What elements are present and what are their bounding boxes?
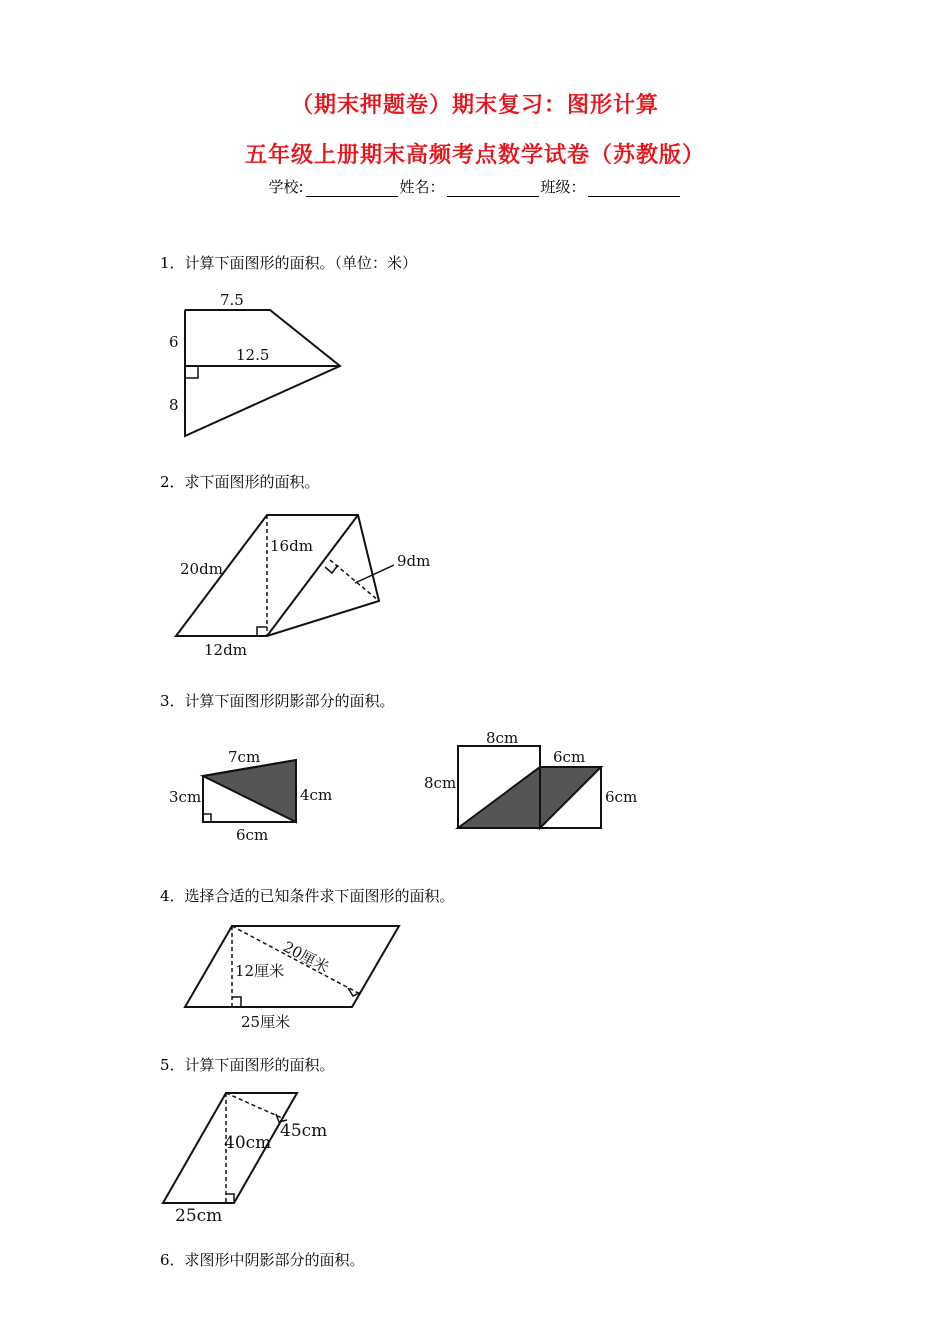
fig4-label-height: 12厘米 (235, 962, 285, 980)
fig3a-label-left: 3cm (169, 788, 202, 806)
fig4-parallelogram (185, 926, 399, 1007)
fig1-outline (185, 310, 340, 436)
fig4-right-angle-1 (232, 997, 241, 1007)
fig3b-label-top-left: 8cm (486, 729, 519, 747)
fig2-right-angle-1 (257, 627, 267, 636)
fig5-label-height: 40cm (224, 1133, 272, 1153)
fig3a-label-bottom: 6cm (236, 826, 269, 844)
question-1-text: 1．计算下面图形的面积。（单位：米） (160, 254, 418, 272)
fig3b-shaded-1 (458, 767, 540, 828)
figure-3a (203, 760, 296, 822)
question-2-text: 2．求下面图形的面积。 (160, 473, 320, 491)
fig3a-shaded-triangle (203, 760, 296, 822)
fig3a-label-top: 7cm (228, 748, 261, 766)
fig1-label-mid: 12.5 (236, 346, 270, 364)
name-label: 姓名： (399, 178, 445, 196)
fig3a-right-angle (203, 814, 211, 822)
figure-4 (185, 926, 399, 1007)
fig2-label-base: 12dm (204, 641, 247, 659)
title-line-1: （期末押题卷）期末复习：图形计算 (290, 93, 659, 118)
fig4-label-base: 25厘米 (241, 1013, 291, 1031)
fig3b-label-right: 6cm (605, 788, 638, 806)
fig2-label-side: 20dm (180, 560, 223, 578)
question-6-text: 6．求图形中阴影部分的面积。 (160, 1251, 365, 1269)
fig1-label-left-bottom: 8 (169, 396, 179, 414)
fig1-label-top: 7.5 (220, 291, 244, 309)
fig3b-label-left: 8cm (424, 774, 457, 792)
fig5-label-side: 45cm (280, 1121, 328, 1141)
fig3b-shaded-2 (540, 767, 601, 828)
school-label: 学校: (268, 178, 304, 196)
fig2-diagonal (267, 515, 358, 636)
fig4-label-diag: 20厘米 (280, 937, 332, 977)
fig1-right-angle (185, 366, 198, 378)
class-label: 班级： (540, 178, 586, 196)
fig5-right-angle-1 (226, 1194, 234, 1203)
fig2-right-angle-2 (325, 565, 338, 573)
fig2-label-height: 16dm (270, 537, 313, 555)
fig3a-label-right: 4cm (300, 786, 333, 804)
fig5-label-base: 25cm (175, 1206, 223, 1226)
question-5-text: 5．计算下面图形的面积。 (160, 1056, 335, 1074)
figure-1 (185, 310, 340, 436)
question-3-text: 3．计算下面图形阴影部分的面积。 (160, 692, 395, 710)
fig1-label-left-top: 6 (169, 333, 179, 351)
fig5-perpendicular (226, 1093, 282, 1118)
fig3b-label-top-right: 6cm (553, 748, 586, 766)
question-4-text: 4．选择合适的已知条件求下面图形的面积。 (160, 887, 455, 905)
title-line-2: 五年级上册期末高频考点数学试卷（苏教版） (244, 143, 705, 168)
fig2-label-height2: 9dm (397, 552, 431, 570)
